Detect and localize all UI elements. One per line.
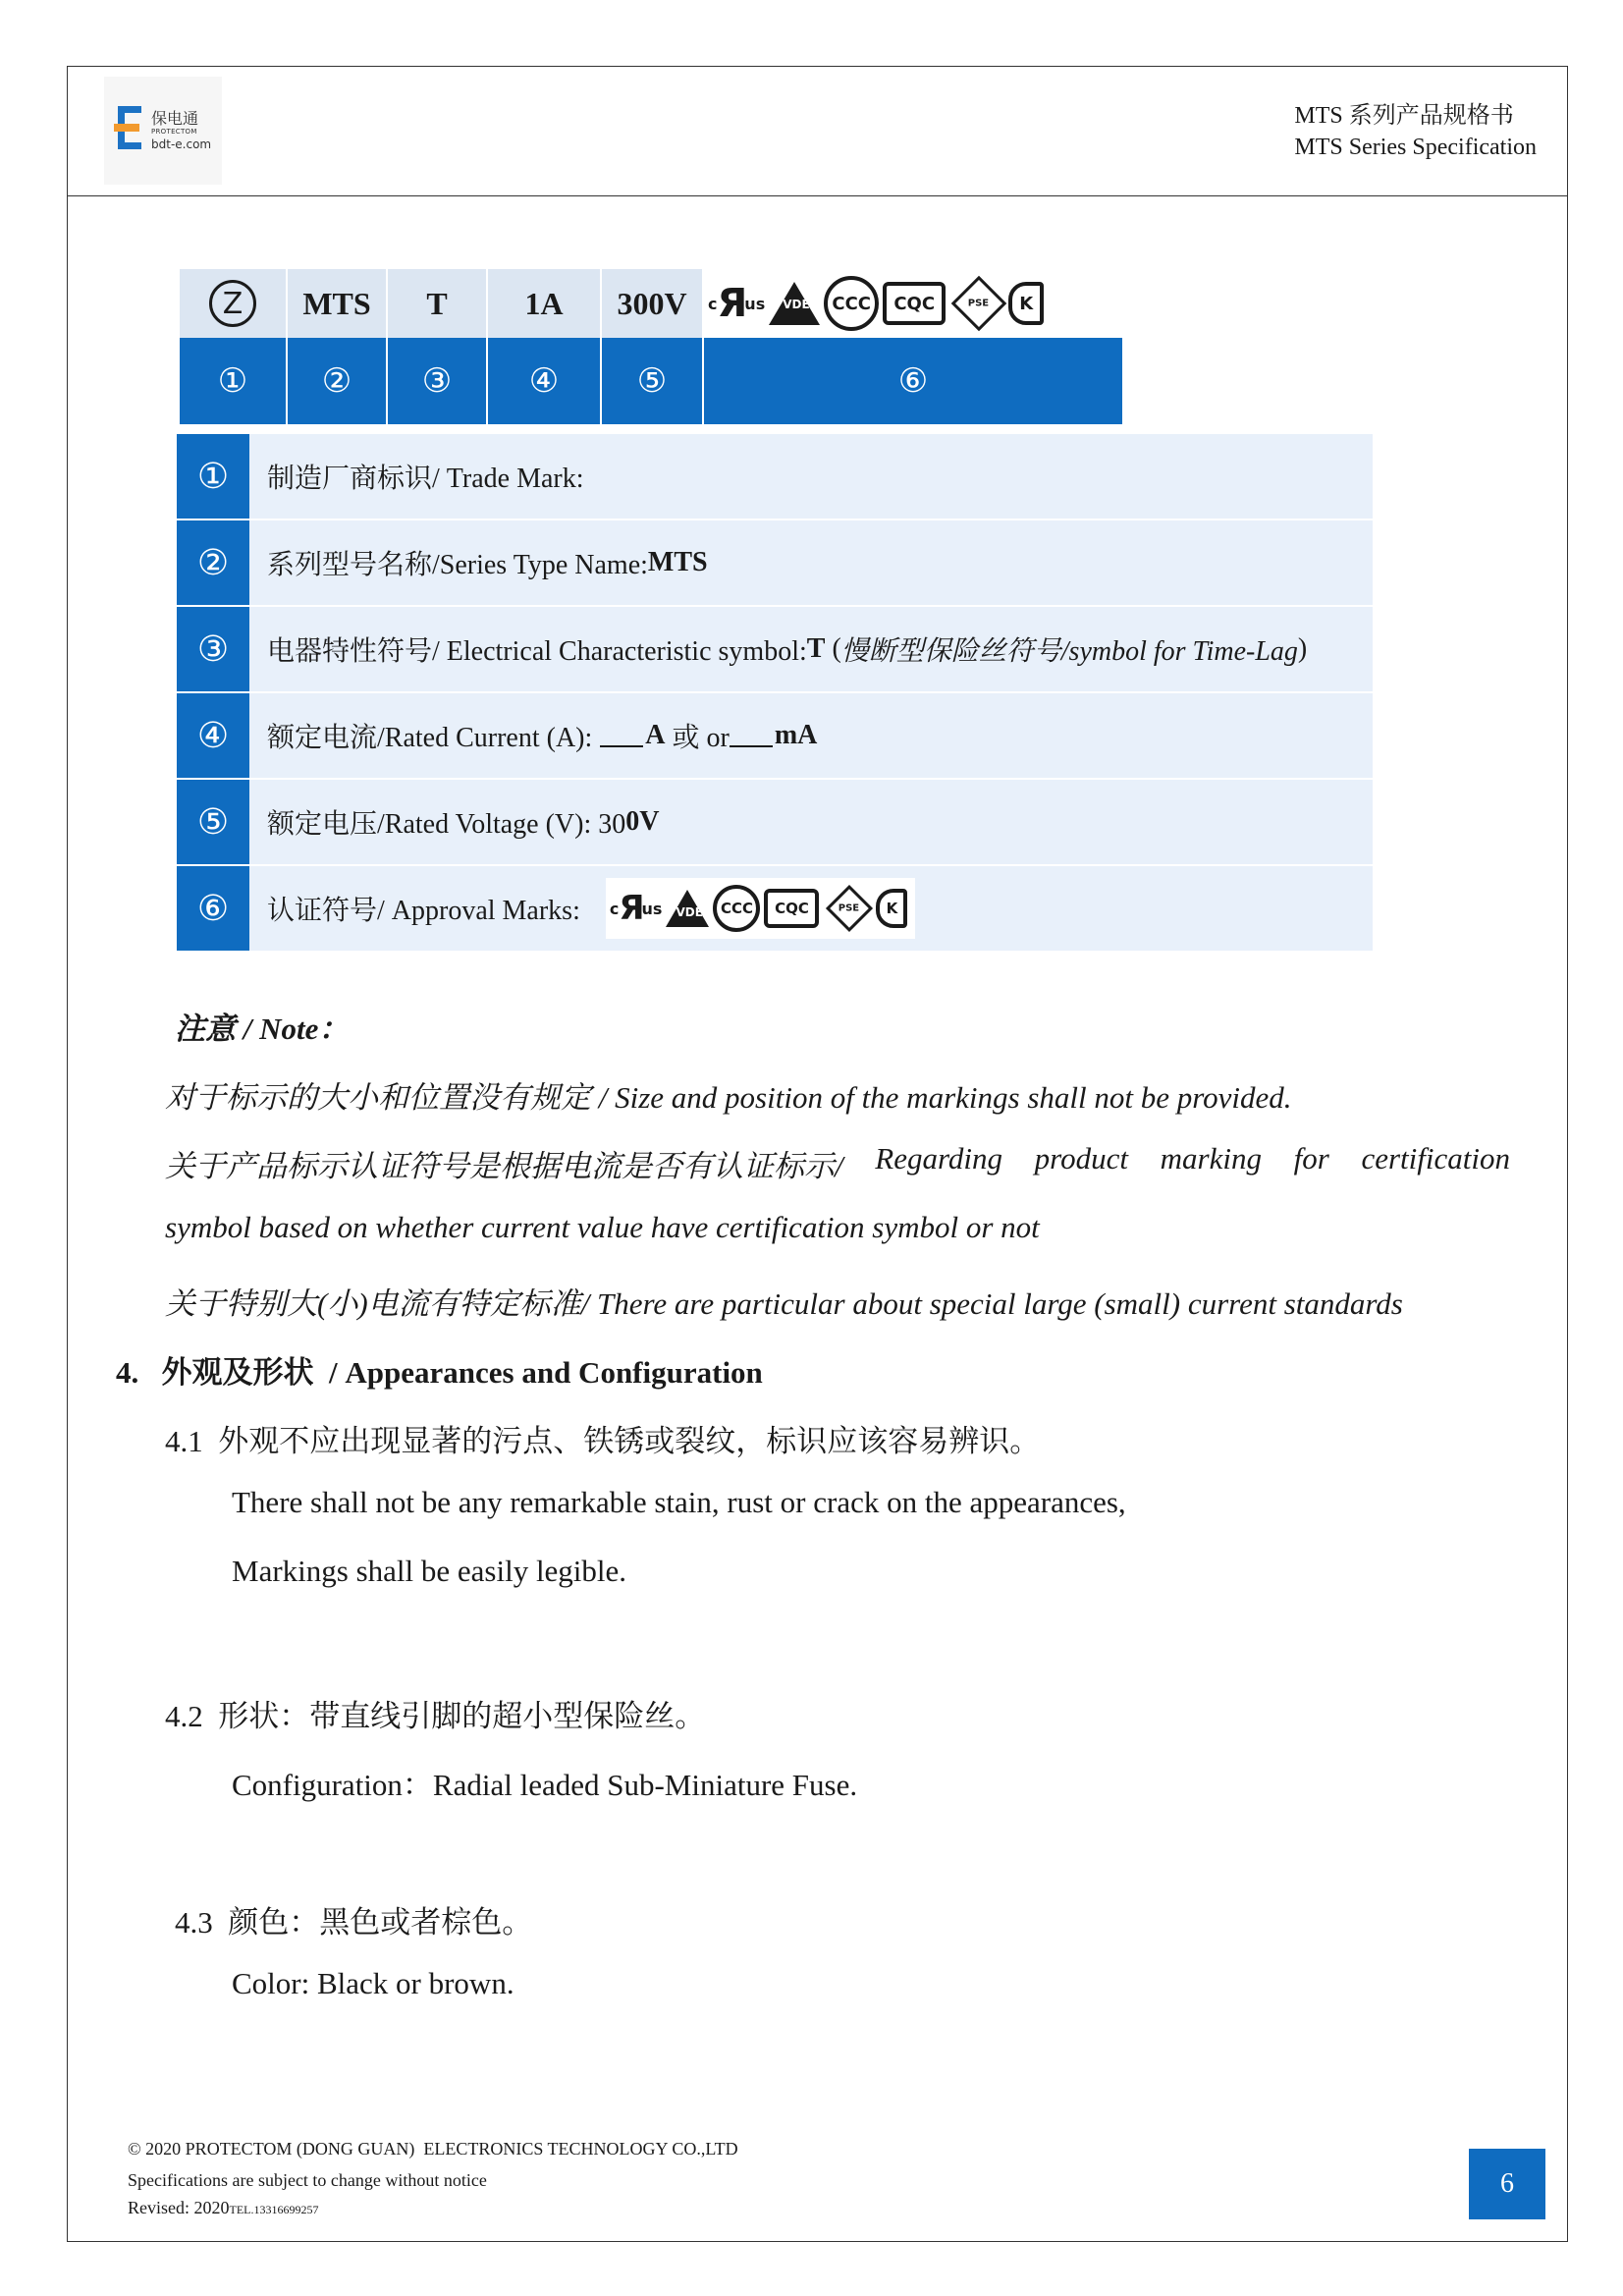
marking-strip xyxy=(180,269,1122,424)
blank-line xyxy=(600,724,643,747)
footer-tel: TEL.13316699257 xyxy=(229,2203,319,2216)
footer-revised xyxy=(128,2198,319,2218)
section-4-2-en: Configuration：Radial leaded Sub-Miniature Fuse. xyxy=(232,1768,858,1802)
note-line-3: symbol based on whether current value have certification symbol or not xyxy=(165,1210,1040,1244)
legend-label-trade-mark: 制造厂商标识/ Trade Mark: xyxy=(267,464,584,494)
legend-text xyxy=(249,520,1373,605)
legend-label-series: 系列型号名称/Series Type Name: xyxy=(267,550,648,580)
legend-row xyxy=(177,780,1373,864)
logo-text-url: bdt-e.com xyxy=(151,137,212,151)
header-divider xyxy=(67,195,1568,196)
vde-triangle-icon: VDE xyxy=(666,890,709,927)
legend-paren-close: ) xyxy=(1297,633,1308,664)
strip-value-series: MTS xyxy=(288,269,388,338)
legend-value-series: MTS xyxy=(647,547,708,577)
strip-value-char: T xyxy=(388,269,488,338)
footer-copyright: © 2020 PROTECTOM (DONG GUAN) ELECTRONICS TECHNOLOGY CO.,LTD xyxy=(128,2139,738,2159)
legend-unit-ma: mA xyxy=(774,720,818,750)
logo-text-cn: 保电通 xyxy=(151,109,199,128)
marking-legend-table xyxy=(177,434,1373,953)
legend-row xyxy=(177,434,1373,519)
note-line-1: 对于标示的大小和位置没有规定 / Size and position of the markings shall not be provided. xyxy=(165,1080,1292,1115)
legend-label-current: 额定电流/Rated Current (A): xyxy=(267,723,593,753)
marking-strip-values xyxy=(180,269,1122,338)
pse-icon: PSE xyxy=(951,276,1007,332)
legend-value-char: T xyxy=(806,633,826,664)
kc-icon: K xyxy=(876,889,907,928)
trade-mark-cell xyxy=(180,269,288,338)
legend-approval-marks xyxy=(606,878,916,939)
legend-char-description: 慢断型保险丝符号/symbol for Time-Lag xyxy=(840,636,1298,667)
section-4-1-en-line2: Markings shall be easily legible. xyxy=(232,1554,627,1588)
strip-value-voltage: 300V xyxy=(602,269,704,338)
strip-num-2: ② xyxy=(288,338,388,424)
marking-strip-numbers xyxy=(180,338,1122,424)
pse-icon: PSE xyxy=(826,885,873,932)
legend-text xyxy=(249,607,1373,691)
legend-paren-open: ( xyxy=(825,633,841,664)
section-4-2-cn: 4.2 形状：带直线引脚的超小型保险丝。 xyxy=(165,1699,706,1733)
strip-value-current: 1A xyxy=(488,269,602,338)
note-heading: 注意 / Note： xyxy=(175,1011,350,1046)
logo-text-en: PROTECTOM xyxy=(151,128,197,136)
legend-label-char: 电器特性符号/ Electrical Characteristic symbol: xyxy=(267,636,807,667)
page-number: 6 xyxy=(1469,2149,1545,2219)
note-word: certification xyxy=(1361,1141,1510,1175)
kc-icon: K xyxy=(1008,282,1044,325)
ccc-icon: CCC xyxy=(713,885,760,932)
legend-value-voltage: 0V xyxy=(625,806,660,837)
strip-num-1: ① xyxy=(180,338,288,424)
footer-revised-date: Revised: 2020 xyxy=(128,2198,230,2217)
legend-num: ⑤ xyxy=(177,780,249,864)
legend-row xyxy=(177,693,1373,778)
trade-mark-z-icon: Z xyxy=(209,280,256,327)
logo-arrow-icon xyxy=(114,124,139,132)
title-en: MTS Series Specification xyxy=(1294,135,1537,160)
section-4-3-cn: 4.3 颜色：黑色或者棕色。 xyxy=(175,1905,533,1940)
ul-recognized-icon: c Я us xyxy=(609,889,663,928)
strip-num-6: ⑥ xyxy=(897,363,929,400)
vde-triangle-icon: VDE xyxy=(769,282,820,325)
cqc-icon: CQC xyxy=(883,282,946,325)
note-line-4: 关于特别大(小)电流有特定标准/ There are particular about special large (small) current standards xyxy=(165,1286,1403,1321)
company-logo xyxy=(104,77,222,185)
legend-num: ⑥ xyxy=(177,866,249,951)
strip-num-5: ⑤ xyxy=(602,338,704,424)
strip-approval-marks xyxy=(704,269,1122,338)
note-word: product xyxy=(1034,1141,1128,1175)
title-cn: MTS 系列产品规格书 xyxy=(1294,103,1514,129)
note-word: Regarding xyxy=(875,1141,1003,1175)
section-4-1-en-line1: There shall not be any remarkable stain, rust or crack on the appearances, xyxy=(232,1485,1126,1519)
section-4-heading: 4. 外观及形状 / Appearances and Configuration xyxy=(116,1355,763,1390)
legend-text xyxy=(249,693,1373,778)
legend-row xyxy=(177,607,1373,691)
legend-row xyxy=(177,866,1373,951)
note-word: marking xyxy=(1160,1141,1262,1175)
legend-unit-a: A xyxy=(645,720,666,750)
legend-text xyxy=(249,434,1373,519)
strip-num-4: ④ xyxy=(488,338,602,424)
footer-notice: Specifications are subject to change without notice xyxy=(128,2170,487,2190)
legend-or: 或 or xyxy=(665,723,730,753)
section-4-1-cn: 4.1 外观不应出现显著的污点、铁锈或裂纹，标识应该容易辨识。 xyxy=(165,1424,1041,1458)
legend-num: ① xyxy=(177,434,249,519)
legend-row xyxy=(177,520,1373,605)
note-line-2 xyxy=(165,1141,1510,1185)
ul-recognized-icon: c Я us xyxy=(708,281,766,326)
cqc-icon: CQC xyxy=(764,889,819,928)
legend-text xyxy=(249,866,1373,951)
section-4-3-en: Color: Black or brown. xyxy=(232,1966,514,2000)
legend-label-approval: 认证符号/ Approval Marks: xyxy=(267,896,580,926)
document-title xyxy=(1294,100,1537,163)
legend-label-voltage: 额定电压/Rated Voltage (V): 30 xyxy=(267,809,626,840)
blank-line xyxy=(730,724,773,747)
strip-num-3: ③ xyxy=(388,338,488,424)
ccc-icon: CCC xyxy=(824,276,879,331)
legend-text xyxy=(249,780,1373,864)
note-word: 关于产品标示认证符号是根据电流是否有认证标示/ xyxy=(165,1149,843,1183)
legend-num: ④ xyxy=(177,693,249,778)
note-word: for xyxy=(1293,1141,1329,1175)
legend-num: ② xyxy=(177,520,249,605)
legend-num: ③ xyxy=(177,607,249,691)
